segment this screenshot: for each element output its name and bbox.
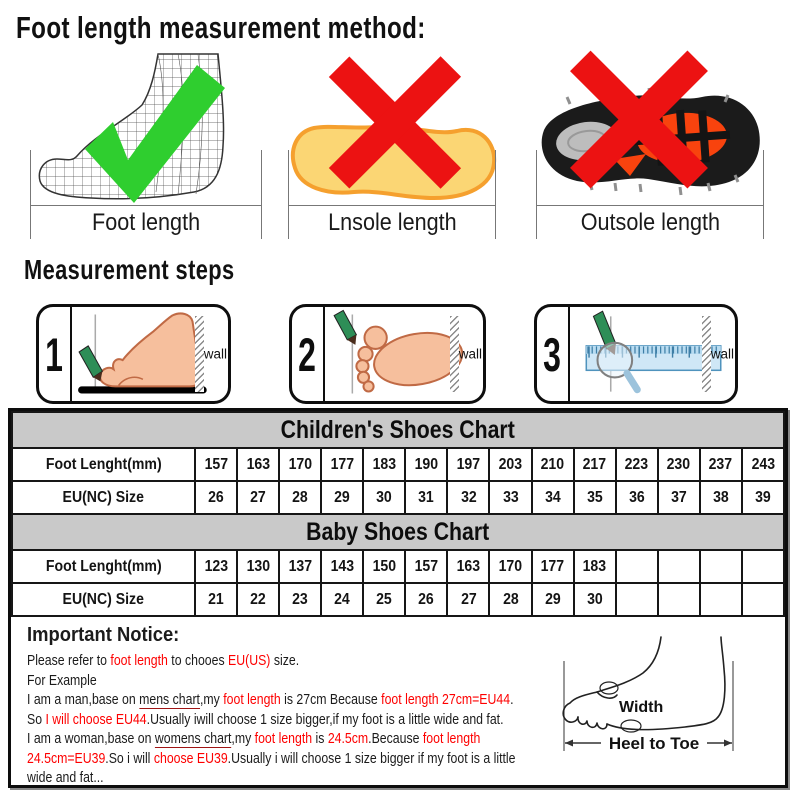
width-label: Width [619, 699, 664, 716]
table-row [12, 448, 784, 481]
steps-title: Measurement steps [24, 254, 235, 285]
table-cell: 30 [574, 583, 616, 616]
chart-title: Children's Shoes Chart [12, 412, 784, 448]
notice-line [27, 768, 649, 788]
table-cell: 230 [658, 448, 700, 481]
table-cell: 23 [279, 583, 321, 616]
notice-line [27, 749, 649, 769]
wall-hatch [450, 316, 459, 392]
step-3-number: 3 [537, 307, 570, 401]
method-foot-length [20, 50, 272, 239]
table-cell [742, 583, 784, 616]
foot-measure-diagram [557, 633, 757, 765]
cross-icon [578, 58, 700, 180]
notice-highlight: choose EU39 [153, 749, 228, 767]
table-cell: 177 [321, 448, 363, 481]
table-cell: 223 [616, 448, 658, 481]
table-cell: 38 [700, 481, 742, 514]
notice-text: .So i will [105, 749, 154, 767]
notice-text: to chooes [167, 652, 229, 669]
notice-title: Important Notice: [27, 624, 180, 646]
foot-wireframe-icon [28, 50, 263, 205]
notice-text: ,my [199, 691, 224, 708]
notice-highlight: 24.5cm=EU39 [27, 749, 106, 767]
wall-hatch [195, 316, 204, 392]
notice-text: size. [270, 652, 300, 669]
notice-line [27, 690, 649, 710]
table-cell: 217 [574, 448, 616, 481]
table-cell: 39 [742, 481, 784, 514]
heel-to-toe-label: Heel to Toe [608, 734, 700, 753]
notice-highlight: 24.5cm [327, 730, 369, 747]
table-cell: 163 [447, 550, 489, 583]
row-label: Foot Lenght(mm) [12, 448, 195, 481]
wall-hatch [702, 316, 711, 392]
step-1 [36, 304, 231, 404]
table-cell: 22 [237, 583, 279, 616]
table-cell: 37 [658, 481, 700, 514]
table-cell: 28 [279, 481, 321, 514]
wall-label: wall [458, 346, 482, 362]
table-cell: 130 [237, 550, 279, 583]
table-cell: 25 [363, 583, 405, 616]
row-label: EU(NC) Size [12, 583, 195, 616]
table-cell: 170 [279, 448, 321, 481]
page-title: Foot length measurement method: [16, 10, 426, 45]
table-cell: 36 [616, 481, 658, 514]
table-cell: 157 [405, 550, 447, 583]
notice-underlined: mens chart [139, 691, 200, 708]
table-cell [700, 583, 742, 616]
table-cell: 177 [532, 550, 574, 583]
step-3 [534, 304, 738, 404]
table-cell: 28 [489, 583, 531, 616]
table-cell: 33 [489, 481, 531, 514]
notice-text: ,my [231, 730, 255, 747]
method-label-foot: Foot length [30, 205, 262, 239]
notice-text: wide and fat... [27, 769, 104, 786]
notice-line [27, 710, 649, 730]
wall-label: wall [203, 346, 227, 362]
notice-text: is 27cm Because [280, 691, 382, 708]
row-label: Foot Lenght(mm) [12, 550, 195, 583]
notice-highlight: foot length [422, 730, 481, 747]
table-cell: 183 [574, 550, 616, 583]
notice-highlight: foot length [223, 691, 281, 708]
size-chart-sheet [8, 408, 788, 788]
table-row [12, 583, 784, 616]
notice-highlight: foot length 27cm=EU44 [381, 691, 511, 708]
table-cell: 203 [489, 448, 531, 481]
table-cell: 197 [447, 448, 489, 481]
table-cell: 29 [321, 481, 363, 514]
notice-text: I am a woman,base on [27, 730, 155, 747]
step-2 [289, 304, 486, 404]
notice-line [27, 651, 649, 671]
table-cell [616, 583, 658, 616]
table-cell: 24 [321, 583, 363, 616]
step-1-number: 1 [39, 307, 72, 401]
notice-text: So [27, 710, 46, 728]
table-cell [700, 550, 742, 583]
row-label: EU(NC) Size [12, 481, 195, 514]
table-cell [742, 550, 784, 583]
notice-line [27, 671, 649, 691]
table-cell: 34 [532, 481, 574, 514]
notice-highlight: EU(US) [228, 652, 271, 669]
wall-label: wall [710, 346, 734, 362]
table-cell: 31 [405, 481, 447, 514]
table-cell: 123 [195, 550, 237, 583]
table-cell: 32 [447, 481, 489, 514]
table-cell: 137 [279, 550, 321, 583]
notice-text: . [510, 691, 514, 708]
table-cell: 29 [532, 583, 574, 616]
table-row [12, 550, 784, 583]
table-cell [658, 583, 700, 616]
table-cell: 143 [321, 550, 363, 583]
notice-text: I am a man,base on [27, 691, 140, 708]
notice-text: is [312, 730, 328, 747]
step-2-number: 2 [292, 307, 325, 401]
table-cell: 163 [237, 448, 279, 481]
notice-highlight: foot length [254, 730, 313, 747]
table-cell: 27 [447, 583, 489, 616]
size-chart-table [11, 411, 785, 617]
table-cell: 35 [574, 481, 616, 514]
table-cell: 26 [405, 583, 447, 616]
table-cell: 237 [700, 448, 742, 481]
table-cell: 26 [195, 481, 237, 514]
notice-text: For Example [27, 671, 97, 689]
notice-text: .Because [368, 730, 423, 747]
important-notice-section [11, 617, 785, 785]
table-cell: 27 [237, 481, 279, 514]
table-cell: 30 [363, 481, 405, 514]
notice-underlined: womens chart [154, 730, 232, 747]
table-cell: 21 [195, 583, 237, 616]
foot-wireframe-illustration [20, 50, 272, 205]
table-cell: 157 [195, 448, 237, 481]
table-cell: 190 [405, 448, 447, 481]
table-cell: 183 [363, 448, 405, 481]
notice-text: .Usually i will choose 1 size bigger if my foot is a little [227, 749, 516, 767]
table-cell [616, 550, 658, 583]
table-row [12, 481, 784, 514]
notice-line [27, 729, 649, 749]
table-cell: 243 [742, 448, 784, 481]
cross-icon [337, 64, 453, 180]
chart-title: Baby Shoes Chart [12, 514, 784, 550]
table-cell: 170 [489, 550, 531, 583]
notice-text: Please refer to [27, 652, 111, 669]
method-label-insole: Lnsole length [288, 205, 496, 239]
notice-highlight: I will choose EU44 [45, 710, 147, 728]
notice-text: .Usually iwill choose 1 size bigger,if my foot is a little wide and fat. [146, 710, 504, 728]
notice-highlight: foot length [110, 652, 168, 669]
table-cell: 210 [532, 448, 574, 481]
table-cell: 150 [363, 550, 405, 583]
table-cell [658, 550, 700, 583]
method-label-outsole: Outsole length [536, 205, 764, 239]
